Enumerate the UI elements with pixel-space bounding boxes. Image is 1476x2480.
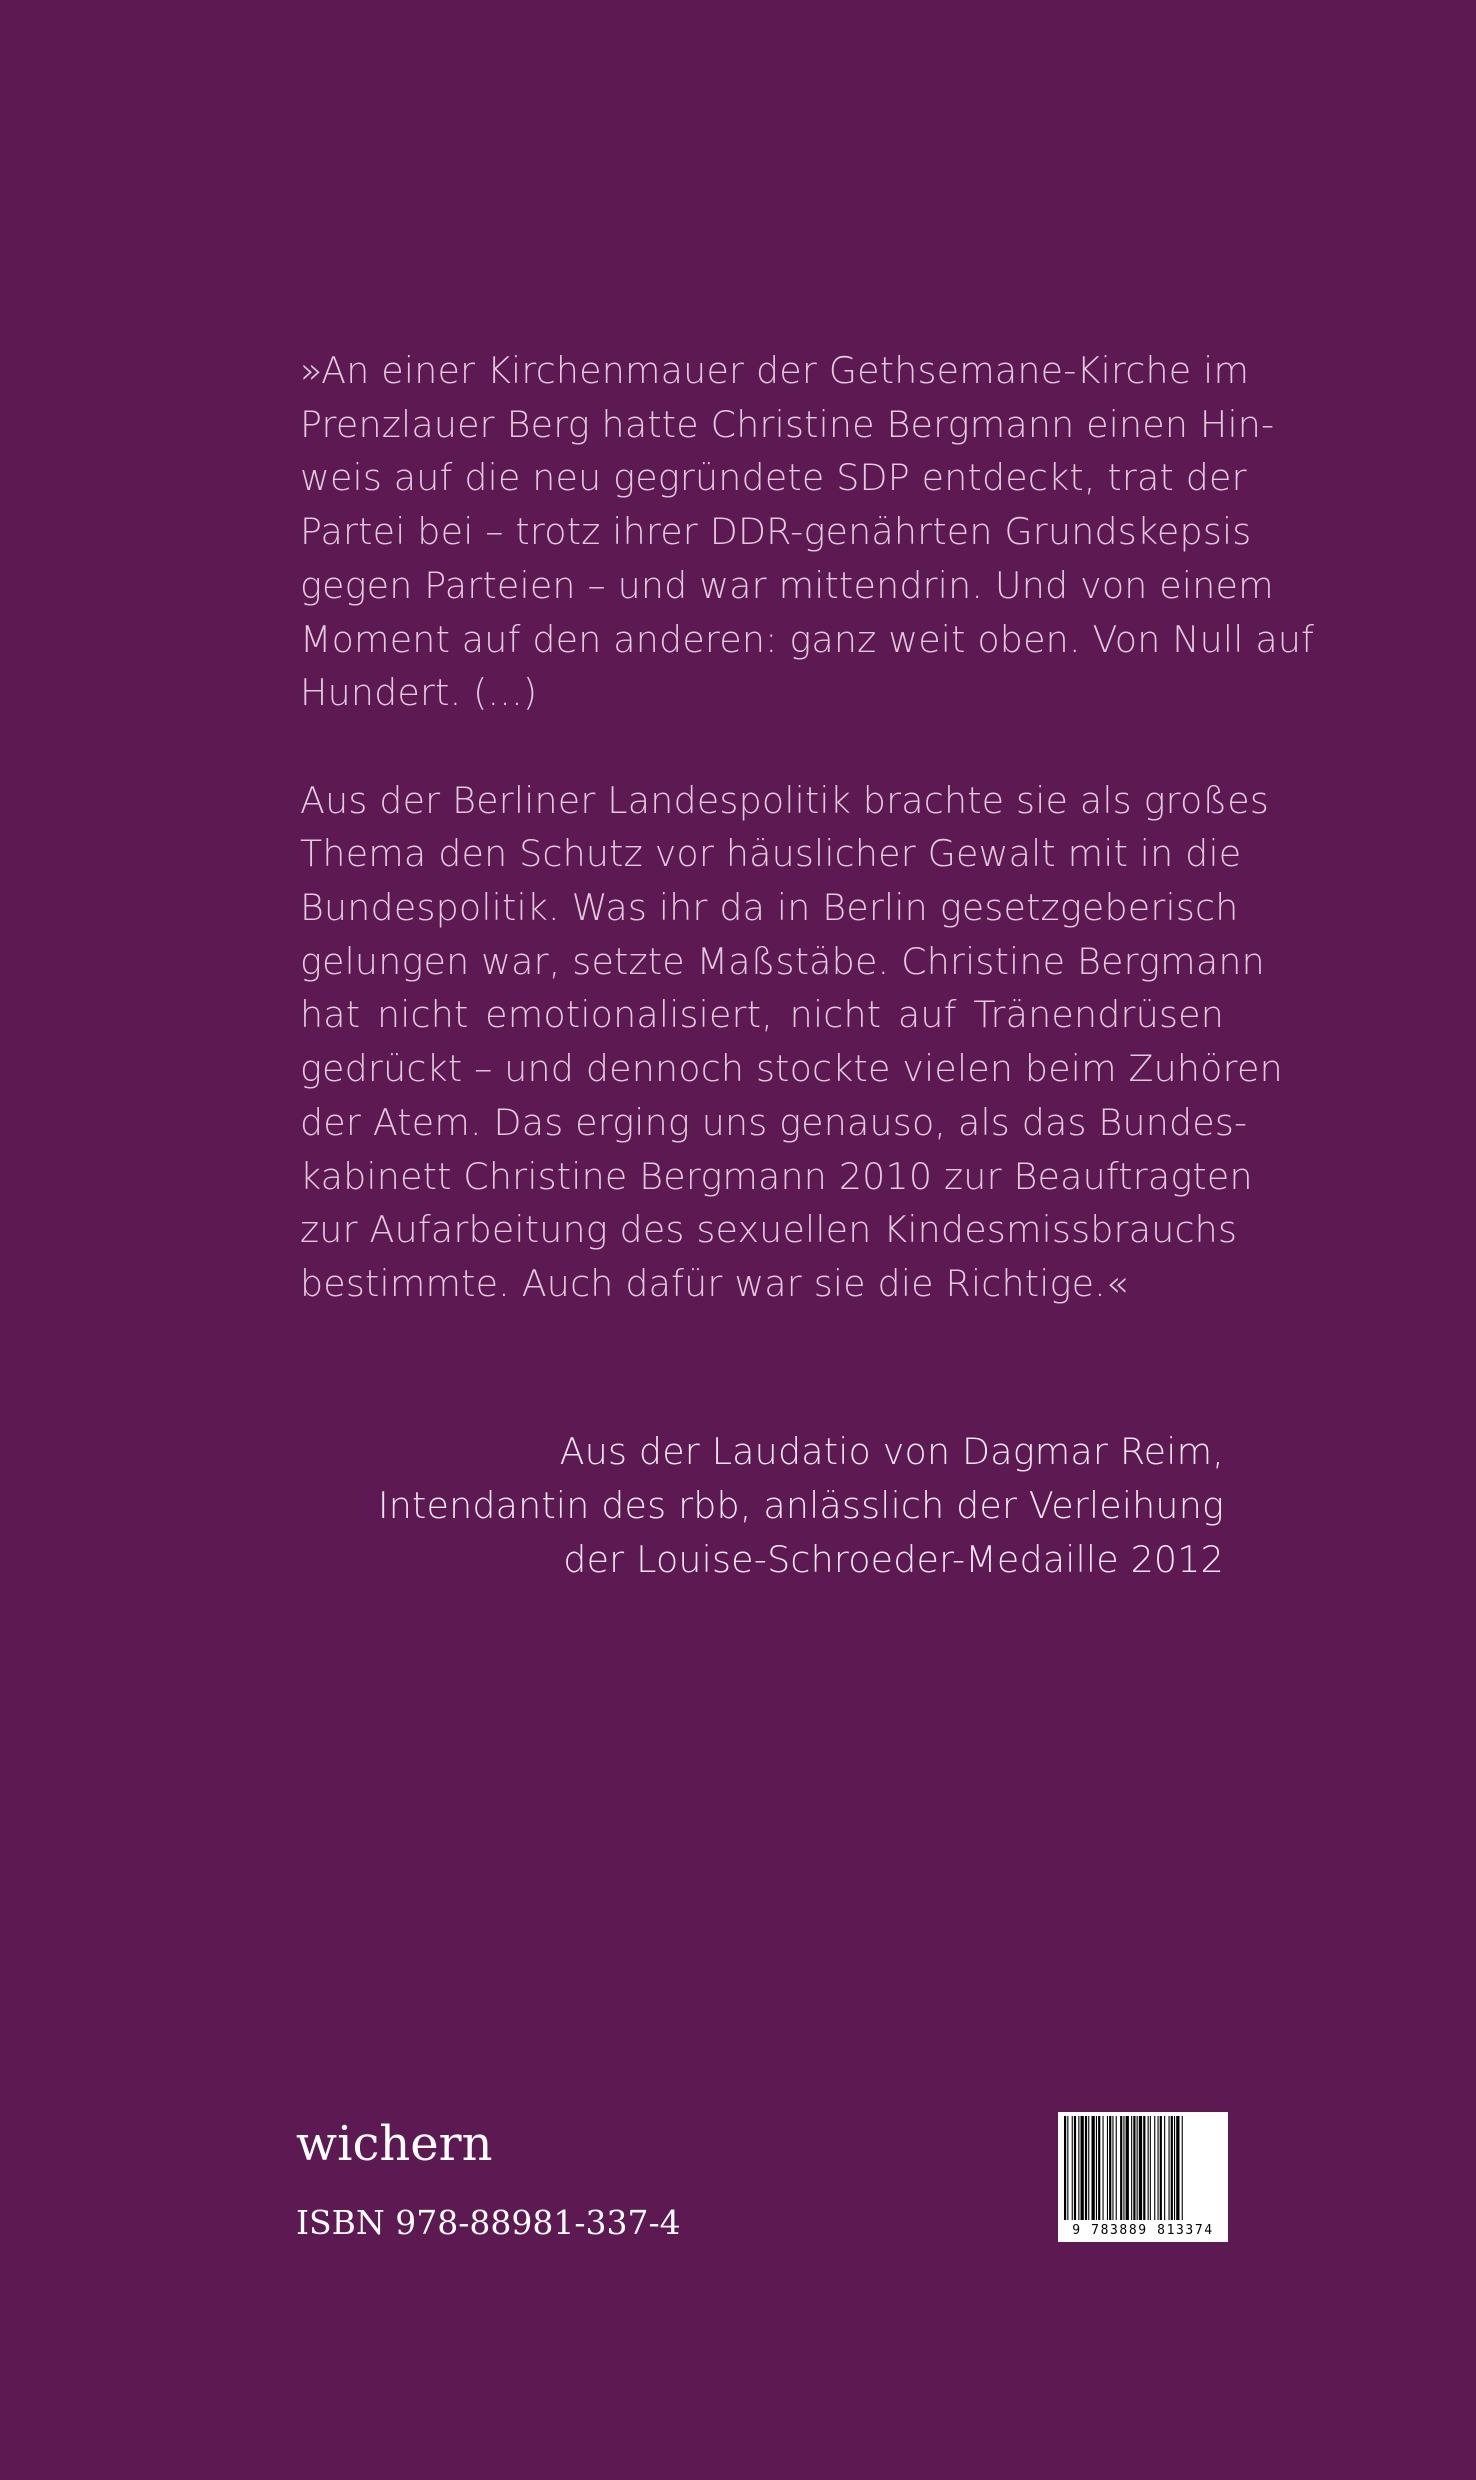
- barcode-bar: [1098, 2116, 1100, 2220]
- barcode: [1058, 2112, 1228, 2242]
- quote-line: Bundespolitik. Was ihr da in Berlin gesetzgeberisch: [300, 886, 1239, 930]
- barcode-bar: [1154, 2116, 1155, 2220]
- quote-line: bestimmte. Auch dafür war sie die Richtige.«: [300, 1261, 1129, 1305]
- barcode-bar: [1081, 2116, 1084, 2220]
- barcode-bar: [1092, 2116, 1095, 2220]
- barcode-bar: [1067, 2116, 1068, 2220]
- attribution-line: Intendantin des rbb, anlässlich der Verleihung: [377, 1484, 1224, 1527]
- barcode-bar: [1182, 2116, 1183, 2220]
- barcode-bar: [1164, 2116, 1165, 2220]
- barcode-bars: [1062, 2116, 1224, 2220]
- blurb-quote: [300, 344, 1315, 1311]
- barcode-bar: [1072, 2116, 1073, 2220]
- barcode-bar: [1123, 2116, 1124, 2220]
- quote-line: hat nicht emotionalisiert, nicht auf Tränendrüsen: [300, 993, 1224, 1037]
- quote-line: Partei bei – trotz ihrer DDR-genährten Grundskepsis: [300, 510, 1252, 554]
- attribution-line: Aus der Laudatio von Dagmar Reim,: [559, 1430, 1224, 1473]
- quote-line: zur Aufarbeitung des sexuellen Kindesmissbrauchs: [300, 1208, 1238, 1252]
- attribution-line: der Louise-Schroeder-Medaille 2012: [563, 1538, 1224, 1581]
- barcode-bar: [1112, 2116, 1113, 2220]
- publisher-logo: wichern: [296, 2116, 493, 2172]
- quote-paragraph-1: [300, 344, 1315, 720]
- barcode-bar: [1143, 2116, 1145, 2220]
- barcode-bar: [1078, 2116, 1079, 2220]
- barcode-bar: [1169, 2116, 1170, 2220]
- barcode-bar: [1171, 2116, 1173, 2220]
- quote-line: gegen Parteien – und war mittendrin. Und von einem: [300, 563, 1274, 607]
- barcode-bar: [1109, 2116, 1111, 2220]
- barcode-bar: [1120, 2116, 1122, 2220]
- barcode-bar: [1150, 2116, 1151, 2220]
- barcode-bar: [1158, 2116, 1159, 2220]
- barcode-bar: [1137, 2116, 1138, 2220]
- barcode-bar: [1116, 2116, 1117, 2220]
- quote-line: Thema den Schutz vor häuslicher Gewalt mit in die: [300, 832, 1242, 876]
- quote-line: der Atem. Das erging uns genauso, als das Bundes-: [300, 1100, 1248, 1144]
- barcode-bar: [1139, 2116, 1142, 2220]
- barcode-bar: [1103, 2116, 1104, 2220]
- quote-line: Moment auf den anderen: ganz weit oben. Von Null auf: [300, 617, 1315, 661]
- quote-line: Prenzlauer Berg hatte Christine Bergmann einen Hin-: [300, 402, 1275, 446]
- barcode-bar: [1174, 2116, 1175, 2220]
- barcode-bar: [1074, 2116, 1076, 2220]
- barcode-bar: [1085, 2116, 1087, 2220]
- isbn-number: ISBN 978-88981-337-4: [296, 2203, 681, 2242]
- barcode-bar: [1131, 2116, 1132, 2220]
- quote-attribution: [378, 1425, 1224, 1587]
- barcode-bar: [1176, 2116, 1179, 2220]
- quote-line: Hundert. (...): [300, 671, 538, 715]
- barcode-bar: [1064, 2116, 1066, 2220]
- barcode-bar: [1088, 2116, 1089, 2220]
- quote-line: weis auf die neu gegründete SDP entdeckt, trat der: [300, 456, 1247, 500]
- quote-line: gelungen war, setzte Maßstäbe. Christine Bergmann: [300, 939, 1265, 983]
- barcode-bar: [1096, 2116, 1097, 2220]
- barcode-bar: [1148, 2116, 1149, 2220]
- quote-line: Aus der Berliner Landespolitik brachte sie als großes: [300, 778, 1270, 822]
- quote-line: gedrückt – und dennoch stockte vielen beim Zuhören: [300, 1047, 1283, 1091]
- barcode-digits: 9 783889 813374: [1072, 2223, 1214, 2238]
- barcode-bar: [1160, 2116, 1162, 2220]
- quote-line: »An einer Kirchenmauer der Gethsemane-Kirche im: [300, 349, 1250, 392]
- quote-paragraph-2: [300, 774, 1283, 1311]
- barcode-bar: [1126, 2116, 1129, 2220]
- quote-line: kabinett Christine Bergmann 2010 zur Beauftragten: [300, 1154, 1253, 1198]
- barcode-bar: [1107, 2116, 1108, 2220]
- barcode-bar: [1133, 2116, 1135, 2220]
